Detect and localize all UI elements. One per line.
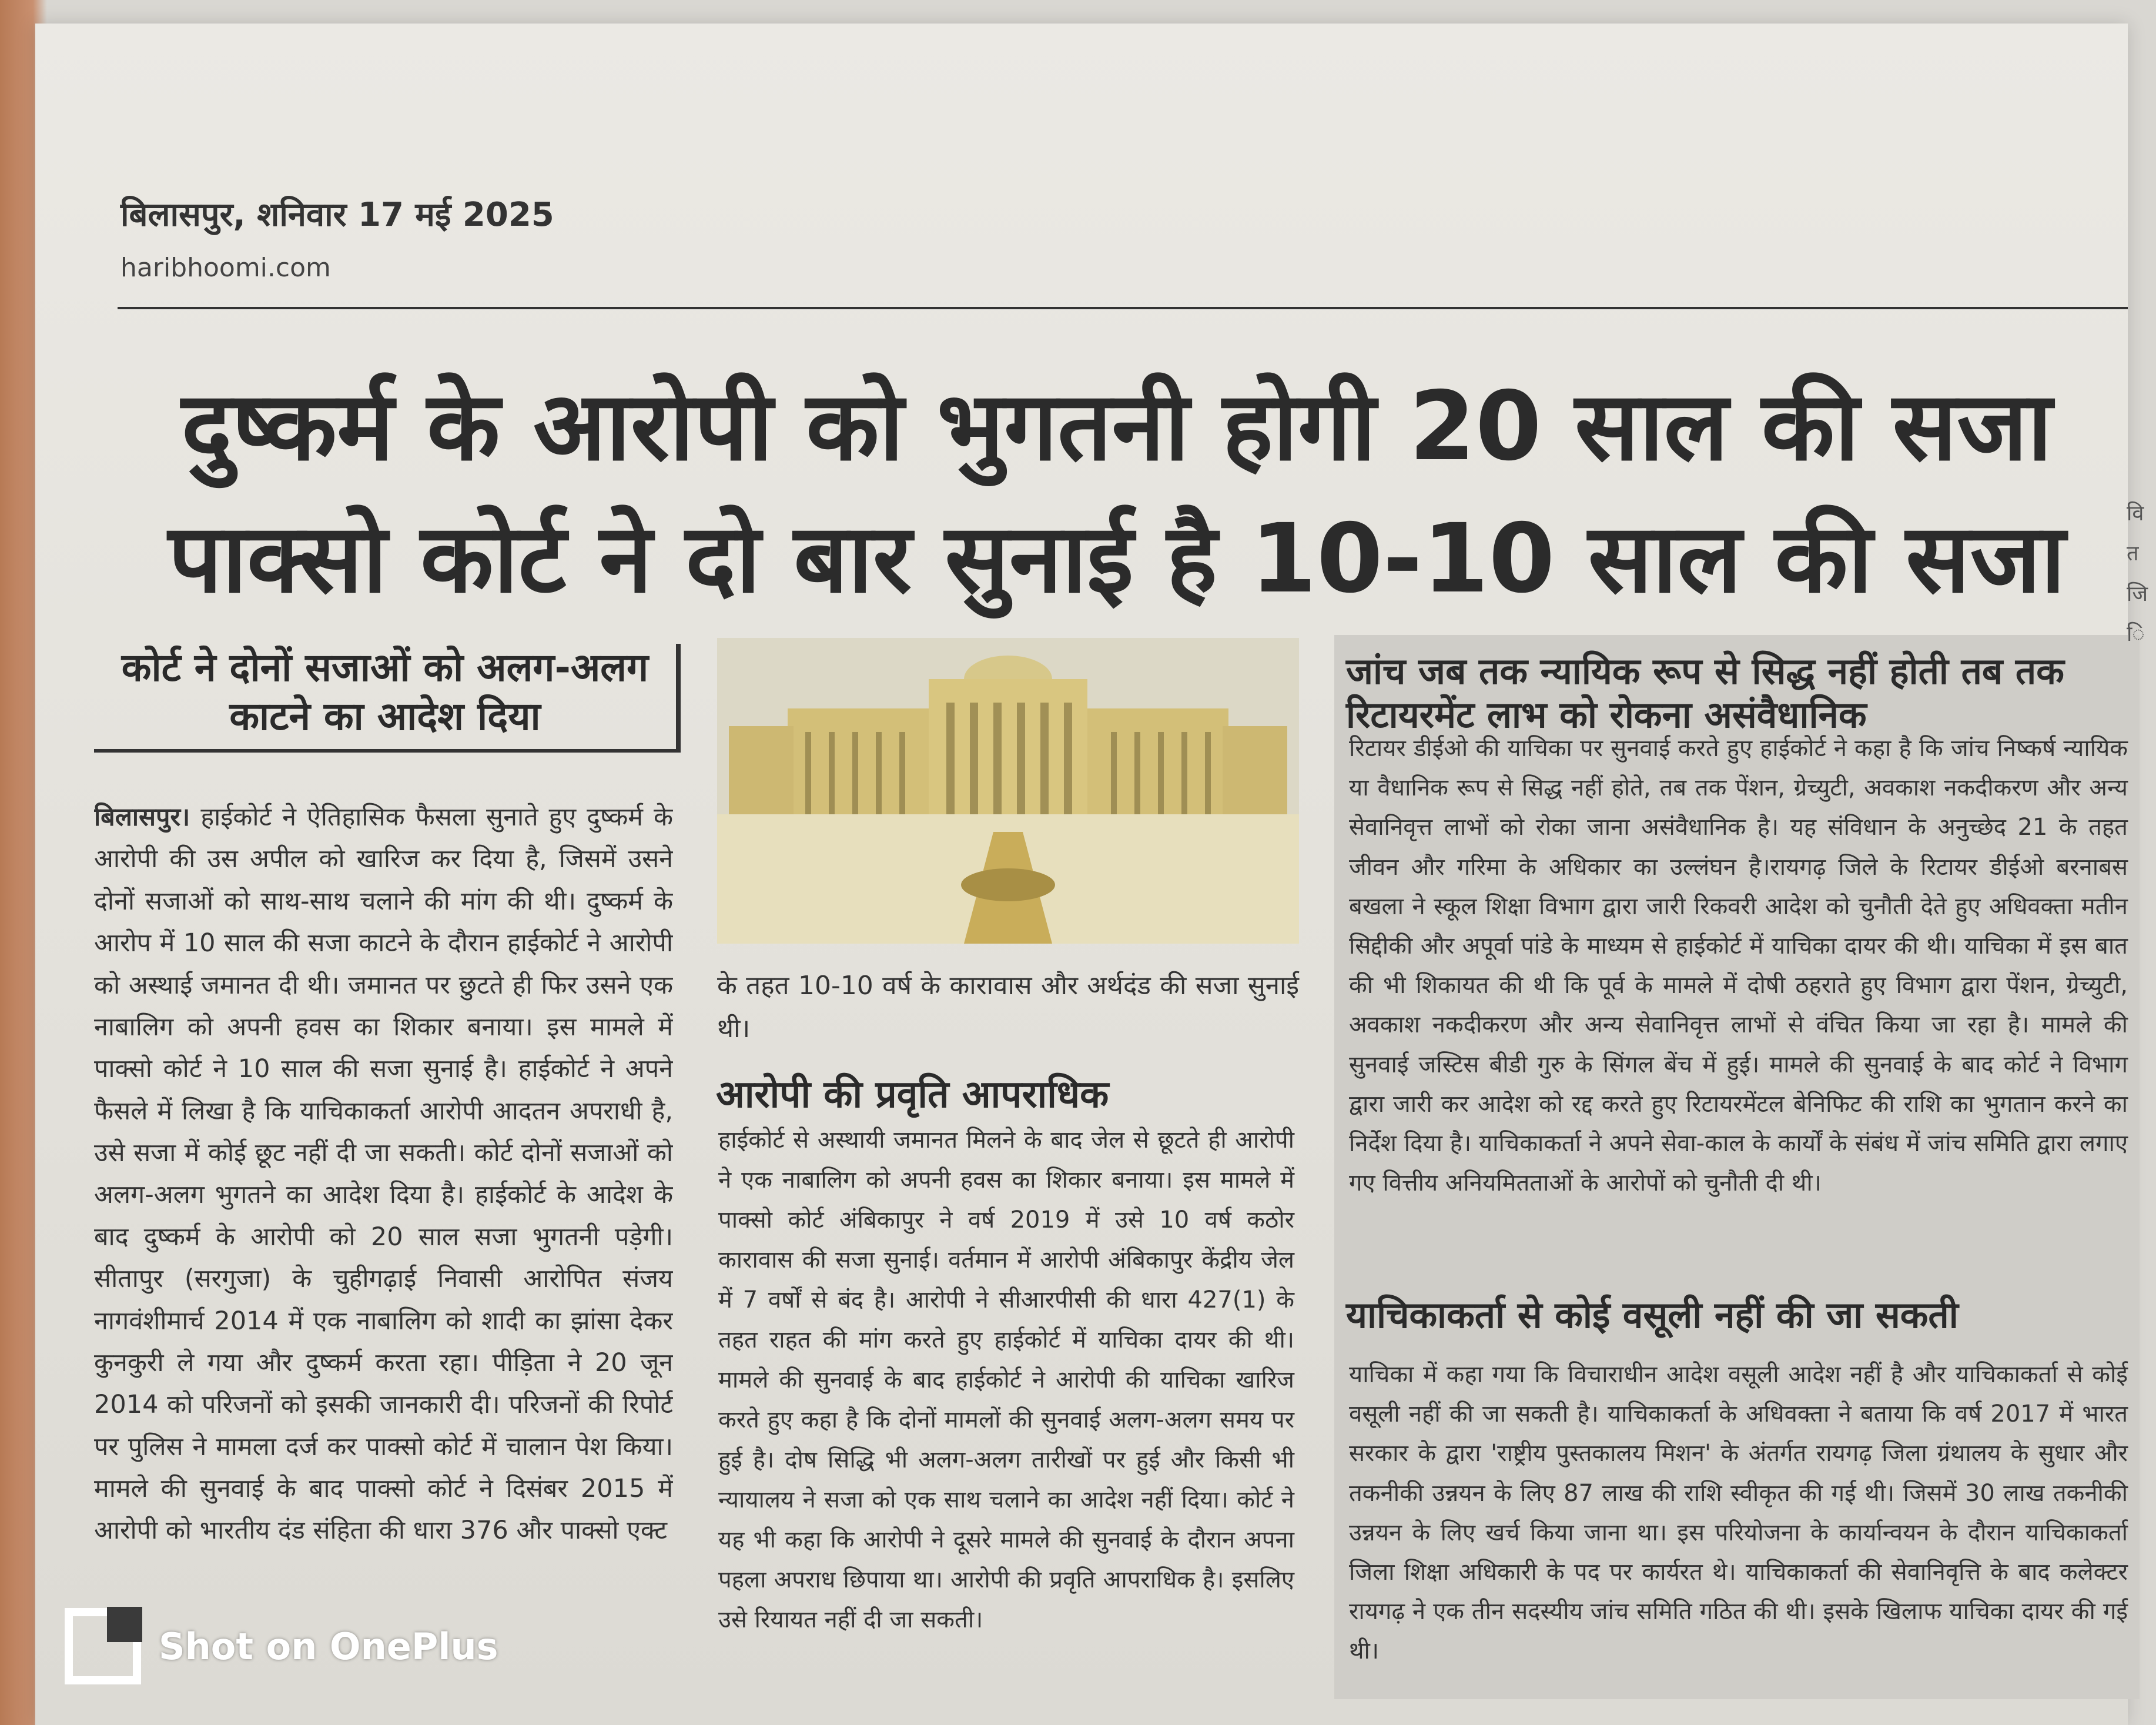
caption-continuation: के तहत 10-10 वर्ष के कारावास और अर्थदंड की सजा सुनाई थी। [717, 971, 1299, 1044]
middle-article-body: हाईकोर्ट से अस्थायी जमानत मिलने के बाद जेल से छूटते ही आरोपी ने एक नाबालिग को अपनी हवस का शिकार बनाया। इस मामले में पाक्सो कोर्ट अंबिकापुर ने वर्ष 2019 में उसे 10 वर्ष कठोर कारावास की सजा सुनाई। वर्तमान में आरोपी अंबिकापुर केंद्रीय जेल में 7 वर्षों से बंद है। आरोपी ने सीआरपीसी की धारा 427(1) के तहत राहत की मांग करते हुए हाईकोर्ट में याचिका दायर की थी। मामले की सुनवाई के बाद हाईकोर्ट ने आरोपी की याचिका खारिज करते हुए कहा है कि दोनों मामलों की सुनवाई अलग-अलग समय पर हुई है। दोष सिद्धि भी अलग-अलग तारीखों पर हुई और किसी भी न्यायालय ने सजा को एक साथ चलाने का आदेश नहीं दिया। कोर्ट ने यह भी कहा कि आरोपी ने दूसरे मामले की सुनवाई के दौरान अपना पहला अपराध छिपाया था। आरोपी की प्रवृति आपराधिक है। इसलिए उसे रियायत नहीं दी जा सकती। [718, 1126, 1294, 1633]
left-article-dateline: बिलासपुर। [94, 803, 190, 832]
right-article-body-1: रिटायर डीईओ की याचिका पर सुनवाई करते हुए हाईकोर्ट ने कहा है कि जांच निष्कर्ष न्यायिक या वैधानिक रूप से सिद्ध नहीं होते, तब तक पेंशन, ग्रेच्युटी, अवकाश नकदीकरण और अन्य सेवानिवृत्त लाभों को रोका जाना असंवैधानिक है। यह संविधान के अनुच्छेद 21 के तहत जीवन और गरिमा के अधिकार का उल्लंघन है।रायगढ़ जिले के रिटायर डीईओ बरनाबस बखला ने स्कूल शिक्षा विभाग द्वारा जारी रिकवरी आदेश को चुनौती देते हुए अधिवक्ता मतीन सिद्दीकी और अपूर्वा पांडे के माध्यम से हाईकोर्ट में याचिका दायर की थी। याचिका में इस बात की भी शिकायत की थी कि पूर्व के मामले में दोषी ठहराते हुए विभाग द्वारा पेंशन, ग्रेच्युटी, अवकाश नकदीकरण और अन्य सेवानिवृत्त लाभों से वंचित किया जा रहा है। मामले की सुनवाई जस्टिस बीडी गुरु के सिंगल बेंच में हुई। मामले की सुनवाई के बाद कोर्ट ने विभाग द्वारा जारी कर आदेश को रद्द करते हुए रिटायरमेंटल बेनिफिट की राशि का भुगतान करने का निर्देश दिया है। याचिकाकर्ता ने अपने सेवा-काल के कार्यों के संबंध में जांच समिति द्वारा लगाए गए वित्तीय अनियमितताओं के आरोपों को चुनौती दी थी। [1349, 735, 2128, 1197]
left-article-text: हाईकोर्ट ने ऐतिहासिक फैसला सुनाते हुए दुष्कर्म के आरोपी की उस अपील को खारिज कर दिया है, जिसमें उसने दोनों सजाओं को साथ-साथ चलाने की मांग की थी। दुष्कर्म के आरोप में 10 साल की सजा काटने के दौरान हाईकोर्ट ने आरोपी को अस्थाई जमानत दी थी। जमानत पर छुटते ही फिर उसने एक नाबालिग को अपनी हवस का शिकार बनाया। इस मामले में पाक्सो कोर्ट ने 10 साल की सजा सुनाई है। हाईकोर्ट ने अपने फैसले में लिखा है कि याचिकाकर्ता आरोपी आदतन अपराधी है, उसे सजा में कोई छूट नहीं दी जा सकती। कोर्ट दोनों सजाओं को अलग-अलग भुगतने का आदेश दिया है। हाईकोर्ट के आदेश के बाद दुष्कर्म के आरोपी को 20 साल सजा भुगतनी पड़ेगी। सीतापुर (सरगुजा) के चुहीगढ़ाई निवासी आरोपित संजय नागवंशीमार्च 2014 में एक नाबालिग को शादी का झांसा देकर कुनकुरी ले गया और दुष्कर्म करता रहा। पीड़िता ने 20 जून 2014 को परिजनों को इसकी जानकारी दी। परिजनों की रिपोर्ट पर पुलिस ने मामला दर्ज कर पाक्सो कोर्ट में चालान पेश किया। मामले की सुनवाई के बाद पाक्सो कोर्ट ने दिसंबर 2015 में आरोपी को भारतीय दंड संहिता की धारा 376 और पाक्सो एक्ट [94, 803, 673, 1546]
right-article-headline: जांच जब तक न्यायिक रूप से सिद्ध नहीं होती तब तक रिटायरमेंट लाभ को रोकना असंवैधानिक [1346, 650, 2064, 737]
right-article-subheadline: याचिकाकर्ता से कोई वसूली नहीं की जा सकती [1346, 1293, 1959, 1336]
website-url: haribhoomi.com [120, 253, 331, 283]
main-headline-line1: दुष्कर्म के आरोपी को भुगतनी होगी 20 साल की सजा [181, 372, 2053, 482]
page-dateline: बिलासपुर, शनिवार 17 मई 2025 [120, 196, 554, 234]
left-subheadline: कोर्ट ने दोनों सजाओं को अलग-अलग काटने का आदेश दिया [94, 644, 681, 753]
court-building-photo [717, 638, 1299, 944]
adjacent-page-edge-text: वि त जि ि [2127, 502, 2148, 647]
masthead-rule [118, 307, 2128, 309]
left-article-body [94, 797, 673, 1690]
middle-subheadline: आरोपी की प्रवृति आपराधिक [716, 1073, 1109, 1116]
right-article-body-2: याचिका में कहा गया कि विचाराधीन आदेश वसूली आदेश नहीं है और याचिकाकर्ता से कोई वसूली नहीं की जा सकती है। याचिकाकर्ता के अधिवक्ता ने बताया कि वर्ष 2017 में भारत सरकार के द्वारा 'राष्ट्रीय पुस्तकालय मिशन' के अंतर्गत रायगढ़ जिला ग्रंथालय के सुधार और तकनीकी उन्नयन के लिए 87 लाख की राशि स्वीकृत की गई थी। जिसमें 30 लाख तकनीकी उन्नयन के लिए खर्च किया जाना था। इस परियोजना के कार्यान्वयन के दौरान याचिकाकर्ता जिला शिक्षा अधिकारी के पद पर कार्यरत थे। याचिकाकर्ता की सेवानिवृत्ति के बाद कलेक्टर रायगढ़ ने एक तीन सदस्यीय जांच समिति गठित की थी। इसके खिलाफ याचिका दायर की गई थी। [1349, 1361, 2128, 1665]
camera-watermark-text: Shot on OnePlus [159, 1624, 498, 1668]
court-building-illustration [717, 638, 1299, 944]
camera-watermark [65, 1608, 498, 1684]
main-headline-line2: पाक्सो कोर्ट ने दो बार सुनाई है 10-10 साल की सजा [168, 504, 2065, 614]
oneplus-logo-icon [65, 1608, 141, 1684]
